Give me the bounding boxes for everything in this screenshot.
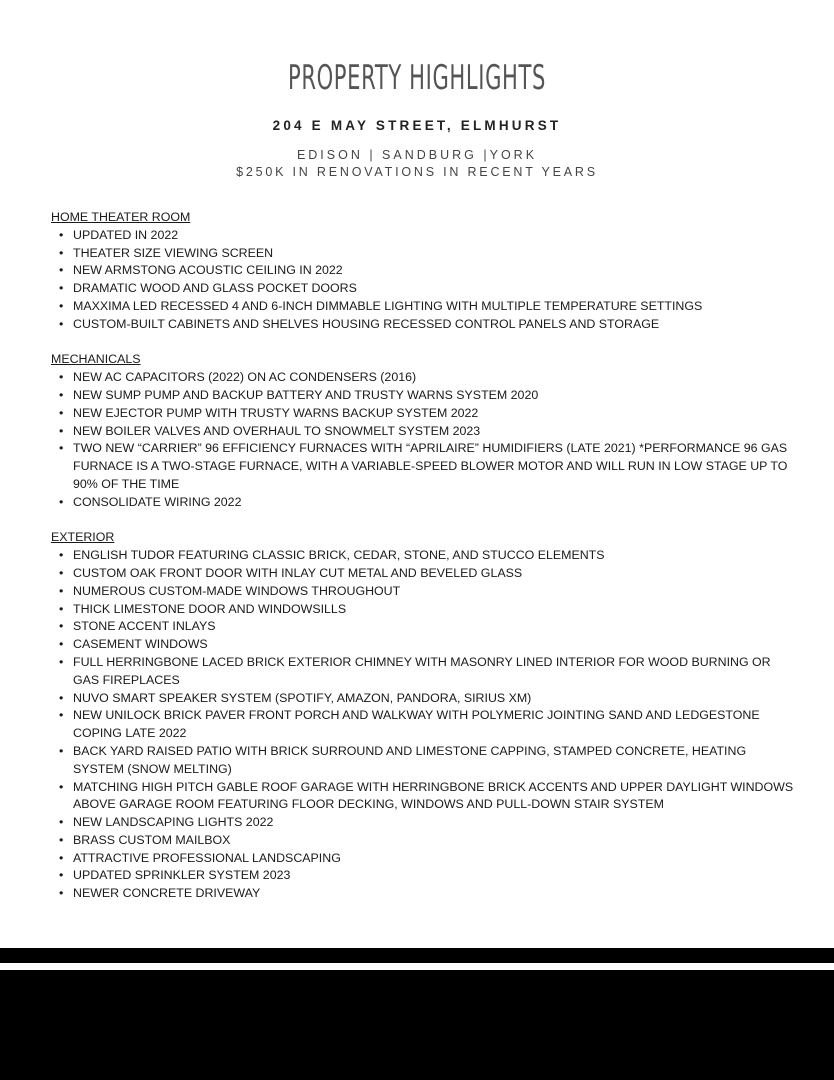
list-item: • NEW AC CAPACITORS (2022) ON AC CONDENSERS (2016) (73, 369, 796, 387)
list-item: • CUSTOM-BUILT CABINETS AND SHELVES HOUSING RECESSED CONTROL PANELS AND STORAGE (73, 316, 796, 334)
list-item: • UPDATED SPRINKLER SYSTEM 2023 (73, 867, 796, 885)
list-item: • CUSTOM OAK FRONT DOOR WITH INLAY CUT METAL AND BEVELED GLASS (73, 565, 796, 583)
list-item: • ENGLISH TUDOR FEATURING CLASSIC BRICK, CEDAR, STONE, AND STUCCO ELEMENTS (73, 547, 796, 565)
list-item: • FULL HERRINGBONE LACED BRICK EXTERIOR CHIMNEY WITH MASONRY LINED INTERIOR FOR WOOD BURNING OR GAS FIREPLACES (73, 654, 796, 690)
list-item: • DRAMATIC WOOD AND GLASS POCKET DOORS (73, 280, 796, 298)
footer-band (0, 970, 834, 1080)
page-title: PROPERTY HIGHLIGHTS (288, 58, 546, 98)
list-item: • BACK YARD RAISED PATIO WITH BRICK SURROUND AND LIMESTONE CAPPING, STAMPED CONCRETE, HEATING SYSTEM (SNOW MELTING) (73, 743, 796, 779)
list-item: • ATTRACTIVE PROFESSIONAL LANDSCAPING (73, 850, 796, 868)
highlights-content (51, 209, 796, 921)
list-item: • TWO NEW “CARRIER” 96 EFFICIENCY FURNACES WITH “APRILAIRE” HUMIDIFIERS (LATE 2021) *PERFORMANCE 96 GAS FURNACE IS A TWO-STAGE FURNACE, WITH A VARIABLE-SPEED BLOWER MOTOR AND WILL RUN IN LOW STAGE UP TO 90% OF THE TIME (73, 440, 796, 493)
section-exterior (51, 529, 796, 903)
list-item: • NEW SUMP PUMP AND BACKUP BATTERY AND TRUSTY WARNS SYSTEM 2020 (73, 387, 796, 405)
section-heading: EXTERIOR (51, 530, 115, 545)
section-home-theater-room (51, 209, 796, 334)
list-item: • THEATER SIZE VIEWING SCREEN (73, 245, 796, 263)
list-item: • NEWER CONCRETE DRIVEWAY (73, 885, 796, 903)
list-item: • STONE ACCENT INLAYS (73, 618, 796, 636)
property-address: 204 E MAY STREET, ELMHURST (272, 118, 562, 133)
bullet-list (51, 227, 796, 334)
list-item: • MATCHING HIGH PITCH GABLE ROOF GARAGE WITH HERRINGBONE BRICK ACCENTS AND UPPER DAYLIGHT WINDOWS ABOVE GARAGE ROOM FEATURING FLOOR DECKING, WINDOWS AND PULL-DOWN STAIR SYSTEM (73, 779, 796, 815)
school-districts: EDISON | SANDBURG |YORK (296, 148, 538, 162)
list-item: • CONSOLIDATE WIRING 2022 (73, 494, 796, 512)
list-item: • THICK LIMESTONE DOOR AND WINDOWSILLS (73, 601, 796, 619)
list-item: • NEW BOILER VALVES AND OVERHAUL TO SNOWMELT SYSTEM 2023 (73, 423, 796, 441)
list-item: • NEW LANDSCAPING LIGHTS 2022 (73, 814, 796, 832)
list-item: • NUMEROUS CUSTOM-MADE WINDOWS THROUGHOUT (73, 583, 796, 601)
renovations-summary: $250K IN RENOVATIONS IN RECENT YEARS (236, 165, 598, 179)
list-item: • NEW UNILOCK BRICK PAVER FRONT PORCH AND WALKWAY WITH POLYMERIC JOINTING SAND AND LEDGESTONE COPING LATE 2022 (73, 707, 796, 743)
section-mechanicals (51, 351, 796, 511)
list-item: • UPDATED IN 2022 (73, 227, 796, 245)
list-item: • CASEMENT WINDOWS (73, 636, 796, 654)
bullet-list (51, 547, 796, 903)
list-item: • MAXXIMA LED RECESSED 4 AND 6-INCH DIMMABLE LIGHTING WITH MULTIPLE TEMPERATURE SETTINGS (73, 298, 796, 316)
list-item: • BRASS CUSTOM MAILBOX (73, 832, 796, 850)
bullet-list (51, 369, 796, 511)
list-item: • NEW ARMSTONG ACOUSTIC CEILING IN 2022 (73, 262, 796, 280)
footer-stripe (0, 948, 834, 963)
list-item: • NUVO SMART SPEAKER SYSTEM (SPOTIFY, AMAZON, PANDORA, SIRIUS XM) (73, 690, 796, 708)
section-heading: MECHANICALS (51, 352, 141, 367)
list-item: • NEW EJECTOR PUMP WITH TRUSTY WARNS BACKUP SYSTEM 2022 (73, 405, 796, 423)
section-heading: HOME THEATER ROOM (51, 210, 191, 224)
